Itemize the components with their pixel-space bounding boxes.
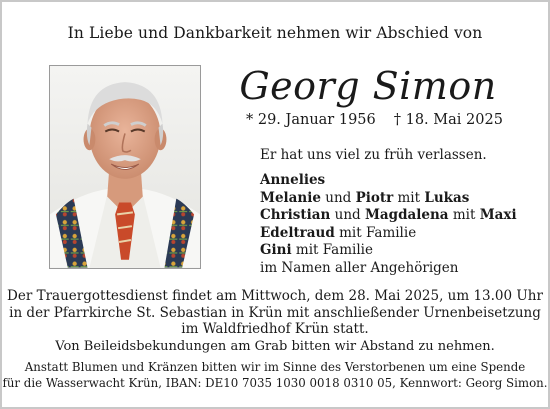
family-line <box>260 225 517 243</box>
joiner-text: mit Familie <box>291 242 373 258</box>
joiner-text: und <box>320 189 356 206</box>
service-line: in der Pfarrkirche St. Sebastian in Krün mit anschließender Urnenbeisetzung <box>9 304 541 321</box>
portrait-photo <box>49 65 201 269</box>
joiner-text: und <box>330 207 365 223</box>
death-date: † 18. Mai 2025 <box>393 112 503 128</box>
donation-line: Anstatt Blumen und Kränzen bitten wir im Sinne des Verstorbenen um eine Spende <box>24 360 526 374</box>
family-member: Annelies <box>260 172 326 188</box>
family-line <box>260 242 517 260</box>
memorial-quote: Er hat uns viel zu früh verlassen. <box>260 147 487 163</box>
family-line <box>260 190 517 208</box>
service-line: im Waldfriedhof Krün statt. <box>181 321 369 337</box>
header-text: In Liebe und Dankbarkeit nehmen wir Abschied von <box>67 24 483 42</box>
service-info <box>2 288 548 338</box>
family-member: Melanie <box>260 189 321 206</box>
joiner-text: mit <box>448 207 480 223</box>
family-line <box>260 260 517 278</box>
family-member: Lukas <box>424 189 470 206</box>
life-dates <box>246 112 546 128</box>
deceased-name: Georg Simon <box>239 64 497 108</box>
donation-line: für die Wasserwacht Krün, IBAN: DE10 7035 1030 0018 0310 05, Kennwort: Georg Simon. <box>2 376 548 390</box>
family-list <box>260 172 517 277</box>
family-member: Edeltraud <box>260 224 335 241</box>
family-member: Magdalena <box>364 207 449 223</box>
family-member: Gini <box>260 242 292 258</box>
family-closing: im Namen aller Angehörigen <box>260 259 459 276</box>
donation-info <box>2 359 548 391</box>
family-member: Piotr <box>355 189 394 206</box>
family-line <box>260 172 517 190</box>
family-member: Maxi <box>479 207 517 223</box>
family-member: Christian <box>260 207 331 223</box>
portrait-illustration <box>50 66 200 268</box>
service-line: Der Trauergottesdienst findet am Mittwoch, dem 28. Mai 2025, um 13.00 Uhr <box>7 288 543 304</box>
birth-date: * 29. Januar 1956 <box>246 112 376 128</box>
family-line <box>260 207 517 225</box>
condolence-note: Von Beileidsbekundungen am Grab bitten wir Abstand zu nehmen. <box>55 339 495 354</box>
joiner-text: mit Familie <box>334 224 417 241</box>
joiner-text: mit <box>393 189 425 206</box>
